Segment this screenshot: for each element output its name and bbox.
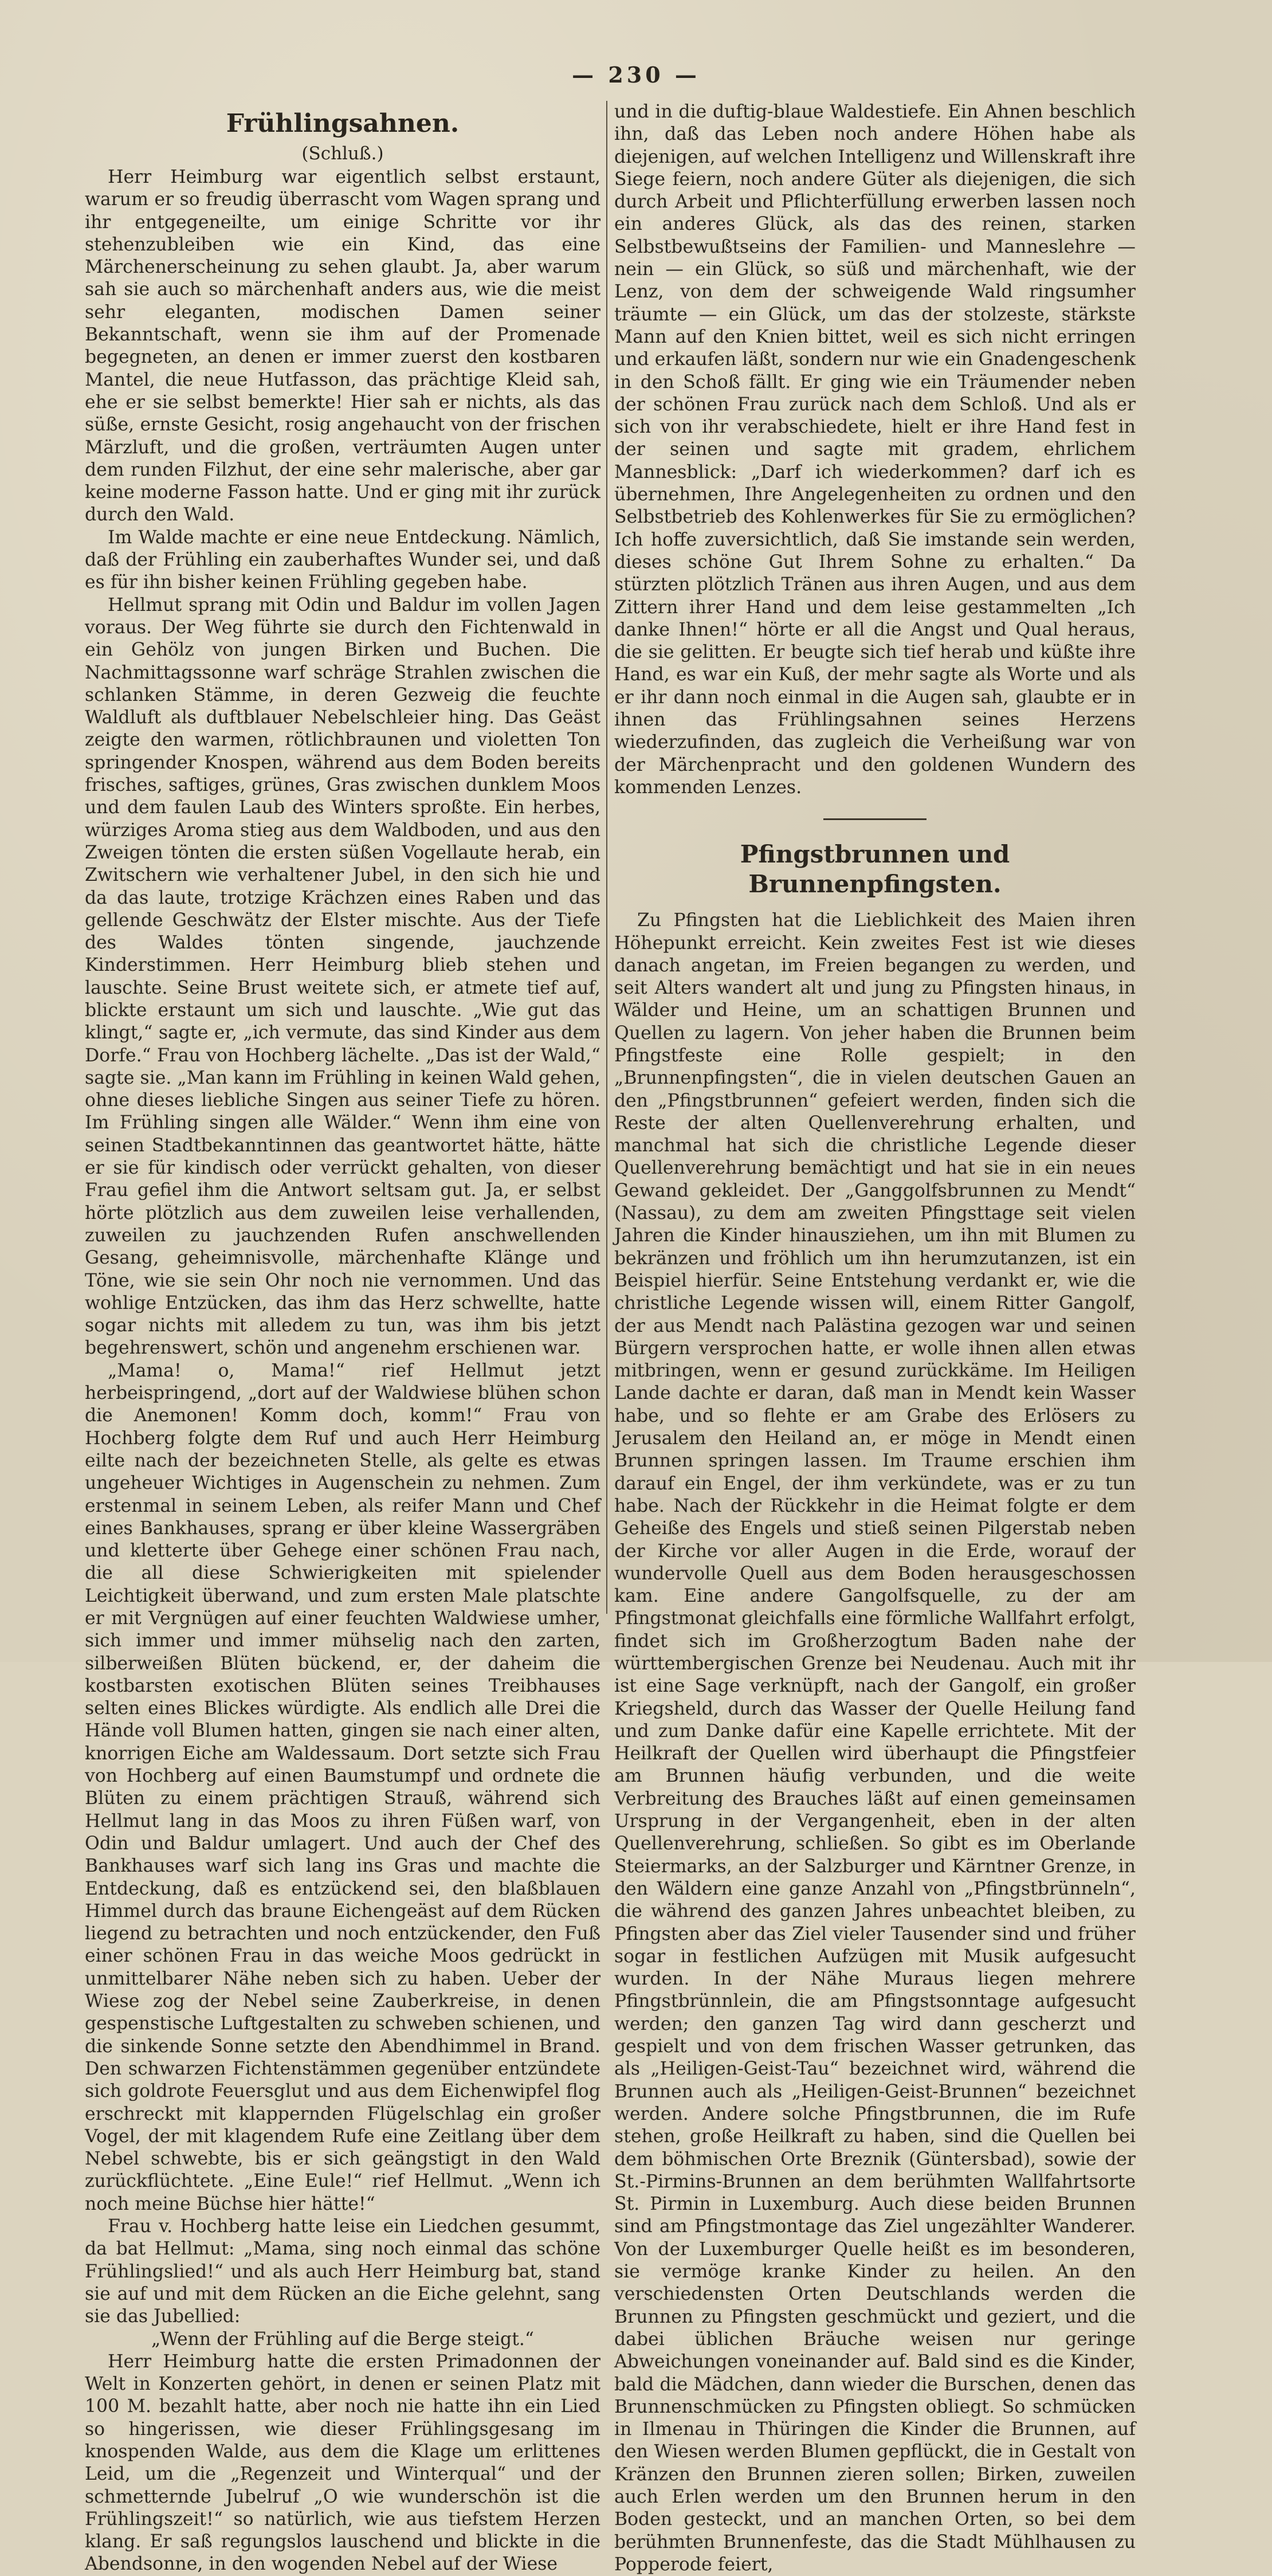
column-divider [606, 101, 607, 1614]
article-paragraph: Im Walde machte er eine neue Entdeckung. Nämlich, daß der Frühling ein zauberhaftes Wunder sei, und daß es für ihn bisher keinen Frühling gegeben habe. [85, 527, 600, 593]
article-separator [823, 818, 926, 820]
article-paragraph: Hellmut sprang mit Odin und Baldur im vollen Jagen voraus. Der Weg führte sie durch den Fichtenwald in ein Gehölz von jungen Birken und Buchen. Die Nachmittagssonne warf schräge Strahlen zwischen die schlanken Stämme, in deren Gezweig die feuchte Waldluft als duftblauer Nebelschleier hing. Das Geäst zeigte den warmen, rötlichbraunen und violetten Ton springender Knospen, während aus dem Boden bereits frisches, saftiges, grünes, Gras zwischen dunklem Moos und dem faulen Laub des Winters sproßte. Ein herbes, würziges Aroma stieg aus dem Waldboden, und aus den Zweigen tönten die ersten süßen Vogellaute herab, ein Zwitschern wie verhaltener Jubel, in den sich hie und da das laute, trotzige Krächzen eines Raben und das gellende Geschwätz der Elster mischte. Aus der Tiefe des Waldes tönten singende, jauchzende Kinderstimmen. Herr Heimburg blieb stehen und lauschte. Seine Brust weitete sich, er atmete tief auf, blickte erstaunt um sich und lauschte. „Wie gut das klingt,“ sagte er, „ich vermute, das sind Kinder aus dem Dorfe.“ Frau von Hochberg lächelte. „Das ist der Wald,“ sagte sie. „Man kann im Frühling in keinen Wald gehen, ohne dieses liebliche Singen aus seiner Tiefe zu hören. Im Frühling singen alle Wälder.“ Wenn ihm eine von seinen Stadtbekanntinnen das geantwortet hätte, hätte er sie für kindisch oder verrückt gehalten, von dieser Frau gefiel ihm die Antwort seltsam gut. Ja, er selbst hörte plötzlich aus dem zuweilen leise verhallenden, zuweilen zu jauchzenden Rufen anschwellenden Gesang, geheimnisvolle, märchenhafte Klänge und Töne, wie sie sein Ohr noch nie vernommen. Und das wohlige Entzücken, das ihm das Herz schwellte, hatte sogar nichts mit alledem zu tun, was ihm bis jetzt begehrenswert, schön und angenehm erschienen war. [85, 594, 600, 1359]
right-column [614, 101, 1136, 2575]
article-paragraph: Zu Pfingsten hat die Lieblichkeit des Maien ihren Höhepunkt erreicht. Kein zweites Fest ist wie dieses danach angetan, im Freien begangen zu werden, und seit Alters wandert alt und jung zu Pfingsten hinaus, in Wälder und Heine, um an schattigen Brunnen und Quellen zu lagern. Von jeher haben die Brunnen beim Pfingstfeste eine Rolle gespielt; in den „Brunnenpfingsten“, die in vielen deutschen Gauen an den „Pfingstbrunnen“ gefeiert werden, finden sich die Reste der alten Quellenverehrung erhalten, und manchmal hat sich die christliche Legende dieser Quellenverehrung bemächtigt und hat sie in ein neues Gewand gekleidet. Der „Ganggolfsbrunnen zu Mendt“ (Nassau), zu dem am zweiten Pfingsttage seit vielen Jahren die Kinder hinausziehen, um ihn mit Blumen zu bekränzen und fröhlich um ihn herumzutanzen, ist ein Beispiel hierfür. Seine Entstehung verdankt er, wie die christliche Legende wissen will, einem Ritter Gangolf, der aus Mendt nach Palästina gezogen war und seinen Bürgern versprochen hatte, er wolle ihnen allen etwas mitbringen, wenn er gesund zurückkäme. Im Heiligen Lande dachte er daran, daß man in Mendt kein Wasser habe, und so flehte er am Grabe des Erlösers zu Jerusalem den Heiland an, er möge in Mendt einen Brunnen springen lassen. Im Traume erschien ihm darauf ein Engel, der ihm verkündete, was er zu tun habe. Nach der Rückkehr in die Heimat folgte er dem Geheiße des Engels und stieß seinen Pilgerstab neben der Kirche vor aller Augen in die Erde, worauf der wundervolle Quell aus dem Boden herausgeschossen kam. Eine andere Gangolfsquelle, zu der am Pfingstmonat gleichfalls eine förmliche Wallfahrt erfolgt, findet sich im Großherzogtum Baden nahe der württembergischen Grenze bei Neudenau. Auch mit ihr ist eine Sage verknüpft, nach der Gangolf, ein großer Kriegsheld, durch das Wasser der Quelle Heilung fand und zum Danke dafür eine Kapelle errichtete. Mit der Heilkraft der Quellen wird überhaupt die Pfingstfeier am Brunnen häufig verbunden, und die weite Verbreitung des Brauches läßt auf einen gemeinsamen Ursprung in der Vergangenheit, eben in der alten Quellenverehrung, schließen. So gibt es im Oberlande Steiermarks, an der Salzburger und Kärntner Grenze, in den Wäldern eine ganze Anzahl von „Pfingstbrünneln“, die während des ganzen Jahres unbeachtet bleiben, zu Pfingsten aber das Ziel vieler Tausender sind und früher sogar in festlichen Aufzügen mit Musik aufgesucht wurden. In der Nähe Muraus liegen mehrere Pfingstbrünnlein, die am Pfingstsonntage aufgesucht werden; den ganzen Tag wird dann gescherzt und gespielt und von dem frischen Wasser getrunken, das als „Heiligen-Geist-Tau“ bezeichnet wird, während die Brunnen auch als „Heiligen-Geist-Brunnen“ bezeichnet werden. Andere solche Pfingstbrunnen, die im Rufe stehen, große Heilkraft zu haben, sind die Quellen bei dem böhmischen Orte Breznik (Güntersbad), sowie der St.-Pirmins-Brunnen an dem berühmten Wallfahrtsorte St. Pirmin in Luxemburg. Auch diese beiden Brunnen sind am Pfingstmontage das Ziel ungezählter Wanderer. Von der Luxemburger Quelle heißt es im besonderen, sie vermöge kranke Kinder zu heilen. An den verschiedensten Orten Deutschlands werden die Brunnen zu Pfingsten geschmückt und geziert, und die dabei üblichen Bräuche weisen nur geringe Abweichungen voneinander auf. Bald sind es die Kinder, bald die Mädchen, dann wieder die Burschen, denen das Brunnenschmücken zu Pfingsten obliegt. So schmücken in Ilmenau in Thüringen die Kinder die Brunnen, auf den Wiesen werden Blumen gepflückt, die in Gestalt von Kränzen den Brunnen zieren sollen; Birken, zuweilen auch Erlen werden um den Brunnen herum in den Boden gesteckt, und an manchen Orten, so bei dem berühmten Brunnenfeste, das die Stadt Mühlhausen zu Popperode feiert, [614, 910, 1136, 2575]
article-paragraph: „Mama! o, Mama!“ rief Hellmut jetzt herbeispringend, „dort auf der Waldwiese blühen schon die Anemonen! Komm doch, komm!“ Frau von Hochberg folgte dem Ruf und auch Herr Heimburg eilte nach der bezeichneten Stelle, als gelte es etwas ungeheuer Wichtiges in Augenschein zu nehmen. Zum erstenmal in seinem Leben, als reifer Mann und Chef eines Bankhauses, sprang er über kleine Wassergräben und kletterte über Gehege einer schönen Frau nach, die all diese Schwierigkeiten mit spielender Leichtigkeit überwand, und zum ersten Male platschte er mit Vergnügen auf einer feuchten Waldwiese umher, sich immer und immer mühselig nach den zarten, silberweißen Blüten bückend, er, der daheim die kostbarsten exotischen Blüten seines Treibhauses selten eines Blickes würdigte. Als endlich alle Drei die Hände voll Blumen hatten, gingen sie nach einer alten, knorrigen Eiche am Waldessaum. Dort setzte sich Frau von Hochberg auf einen Baumstumpf und ordnete die Blüten zu einem prächtigen Strauß, während sich Hellmut lang in das Moos zu ihren Füßen warf, von Odin und Baldur umlagert. Und auch der Chef des Bankhauses warf sich lang ins Gras und machte die Entdeckung, daß es entzückend sei, den blaßblauen Himmel durch das braune Eichengeäst auf dem Rücken liegend zu betrachten und noch entzückender, den Fuß einer schönen Frau in das weiche Moos gedrückt in unmittelbarer Nähe neben sich zu haben. Ueber der Wiese zog der Nebel seine Zauberkreise, in denen gespenstische Luftgestalten zu schweben schienen, und die sinkende Sonne setzte den Abendhimmel in Brand. Den schwarzen Fichtenstämmen gegenüber entzündete sich goldrote Feuersglut und aus dem Eichenwipfel flog erschreckt mit klappernden Flügelschlag ein großer Vogel, der mit klagendem Rufe eine Zeitlang über dem Nebel schwebte, bis er sich geängstigt in den Wald zurückflüchtete. „Eine Eule!“ rief Hellmut. „Wenn ich noch meine Büchse hier hätte!“ [85, 1360, 600, 2214]
page-number: — 230 — [572, 62, 700, 88]
article-paragraph: Frau v. Hochberg hatte leise ein Liedchen gesummt, da bat Hellmut: „Mama, sing noch einmal das schöne Frühlingslied!“ und als auch Herr Heimburg bat, stand sie auf und mit dem Rücken an die Eiche gelehnt, sang sie das Jubellied: [85, 2216, 600, 2327]
article-paragraph: Herr Heimburg war eigentlich selbst erstaunt, warum er so freudig überrascht vom Wagen sprang und ihr entgegeneilte, um einige Schritte vor ihr stehenzubleiben wie ein Kind, das eine Märchenerscheinung zu sehen glaubt. Ja, aber warum sah sie auch so märchenhaft anders aus, wie die meist sehr eleganten, modischen Damen seiner Bekanntschaft, wenn sie ihm auf der Promenade begegneten, an denen er immer zuerst den kostbaren Mantel, die neue Hutfasson, das prächtige Kleid sah, ehe er sie selbst bemerkte! Hier sah er nichts, als das süße, ernste Gesicht, rosig angehaucht von der frischen Märzluft, und die großen, verträumten Augen unter dem runden Filzhut, der eine sehr malerische, aber gar keine moderne Fasson hatte. Und er ging mit ihr zurück durch den Wald. [85, 167, 600, 526]
song-verse: „Wenn der Frühling auf die Berge steigt.“ [151, 2328, 534, 2350]
article-paragraph-continued: und in die duftig-blaue Waldestiefe. Ein Ahnen beschlich ihn, daß das Leben noch andere Höhen habe als diejenigen, auf welchen Intelligenz und Willenskraft ihre Siege feiern, noch andere Güter als diejenigen, die sich durch Arbeit und Pflichterfüllung erwerben lassen noch ein anderes Glück, als das des reinen, starken Selbstbewußtseins der Familien- und Manneslehre — nein — ein Glück, so süß und märchenhaft, wie der Lenz, von dem der schweigende Wald ringsumher träumte — ein Glück, um das der stolzeste, stärkste Mann auf den Knien bittet, weil es sich nicht erringen und erkaufen läßt, sondern nur wie ein Gnadengeschenk in den Schoß fällt. Er ging wie ein Träumender neben der schönen Frau zurück nach dem Schloß. Und als er sich von ihr verabschiedete, hielt er ihre Hand fest in der seinen und sagte mit gradem, ehrlichem Mannesblick: „Darf ich wiederkommen? darf ich es übernehmen, Ihre Angelegenheiten zu ordnen und den Selbstbetrieb des Kohlenwerkes für Sie zu ermöglichen? Ich hoffe zuversichtlich, daß Sie imstande sein werden, dieses schöne Gut Ihrem Sohne zu erhalten.“ Da stürzten plötzlich Tränen aus ihren Augen, und aus dem Zittern ihrer Hand und dem leise gestammelten „Ich danke Ihnen!“ hörte er all die Angst und Qual heraus, die sie gelitten. Er beugte sich tief herab und küßte ihre Hand, es war ein Kuß, der mehr sagte als Worte und als er ihr dann noch einmal in die Augen sah, glaubte er in ihnen das Frühlingsahnen seines Herzens wiederzufinden, das zugleich die Verheißung war von der Märchenpracht und den goldenen Wundern des kommenden Lenzes. [614, 101, 1136, 798]
article-title-fruehlingsahnen: Frühlingsahnen. [226, 109, 460, 138]
article-paragraph: Herr Heimburg hatte die ersten Primadonnen der Welt in Konzerten gehört, in denen er seinen Platz mit 100 M. bezahlt hatte, aber noch nie hatte ihn ein Lied so hingerissen, wie dieser Frühlingsgesang im knospenden Walde, aus dem die Klage um erlittenes Leid, um die „Regenzeit und Winterqual“ und der schmetternde Jubelruf „O wie wunderschön ist die Frühlingszeit!“ so natürlich, wie aus tiefstem Herzen klang. Er saß regungslos lauschend und blickte in die Abendsonne, in den wogenden Nebel auf der Wiese [85, 2351, 600, 2575]
left-column [85, 101, 600, 2575]
article-subtitle: (Schluß.) [301, 143, 384, 164]
article-title-pfingstbrunnen: Pfingstbrunnen und Brunnenpfingsten. [740, 840, 1010, 899]
